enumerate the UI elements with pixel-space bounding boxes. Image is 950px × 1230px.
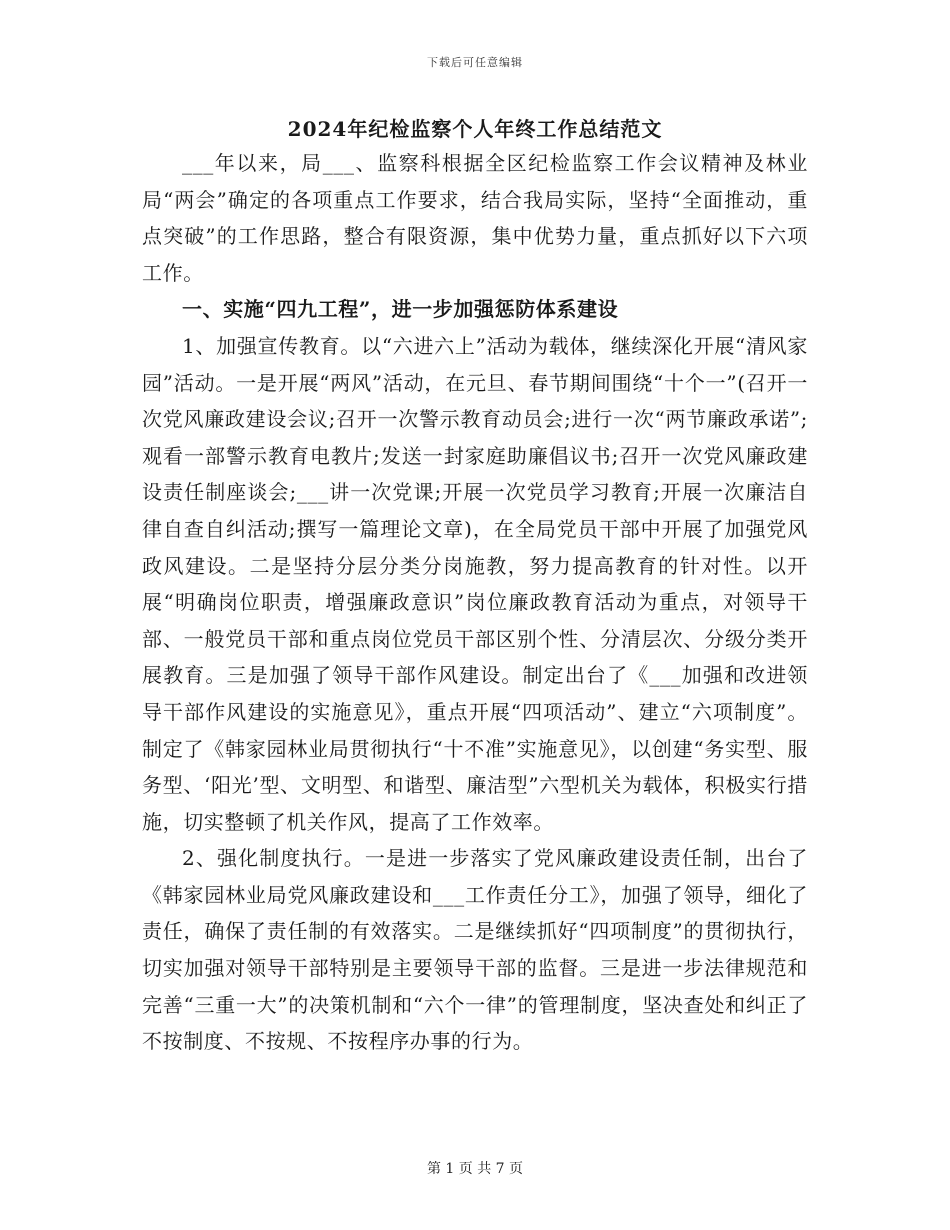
- page-number-footer: 第 1 页 共 7 页: [426, 1161, 524, 1177]
- paragraph-education: 1、加强宣传教育。以“六进六上”活动为载体，继续深化开展“清风家园”活动。一是开展“两风”活动，在元旦、春节期间围绕“十个一”(召开一次党风廉政建设会议;召开一次警示教育动员会;进行一次“两节廉政承诺”;观看一部警示教育电教片;发送一封家庭助廉倡议书;召开一次党风廉政建设责任制座谈会;___讲一次党课;开展一次党员学习教育;开展一次廉洁自律自查自纠活动;撰写一篇理论文章)，在全局党员干部中开展了加强党风政风建设。二是坚持分层分类分岗施教，努力提高教育的针对性。以开展“明确岗位职责，增强廉政意识”岗位廉政教育活动为重点，对领导干部、一般党员干部和重点岗位党员干部区别个性、分清层次、分级分类开展教育。三是加强了领导干部作风建设。制定出台了《___加强和改进领导干部作风建设的实施意见》，重点开展“四项活动”、建立“六项制度”。制定了《韩家园林业局贯彻执行“十不准”实施意见》，以创建“务实型、服务型、‘阳光’型、文明型、和谐型、廉洁型”六型机关为载体，积极实行措施，切实整顿了机关作风，提高了工作效率。: [142, 333, 808, 834]
- section-heading-1: 一、实施“四九工程”，进一步加强惩防体系建设: [182, 297, 619, 322]
- document-title: 2024年纪检监察个人年终工作总结范文: [287, 117, 663, 141]
- document-body: [142, 113, 808, 1060]
- intro-paragraph: ___年以来，局___、监察科根据全区纪检监察工作会议精神及林业局“两会”确定的各项重点工作要求，结合我局实际，坚持“全面推动，重点突破”的工作思路，整合有限资源，集中优势力量，重点抓好以下六项工作。: [142, 151, 808, 285]
- paragraph-system: 2、强化制度执行。一是进一步落实了党风廉政建设责任制，出台了《韩家园林业局党风廉政建设和___工作责任分工》，加强了领导，细化了责任，确保了责任制的有效落实。二是继续抓好“四项制度”的贯彻执行，切实加强对领导干部特别是主要领导干部的监督。三是进一步法律规范和完善“三重一大”的决策机制和“六个一律”的管理制度，坚决查处和纠正了不按制度、不按规、不按程序办事的行为。: [142, 846, 808, 1054]
- header-note: 下载后可任意编辑: [427, 56, 523, 69]
